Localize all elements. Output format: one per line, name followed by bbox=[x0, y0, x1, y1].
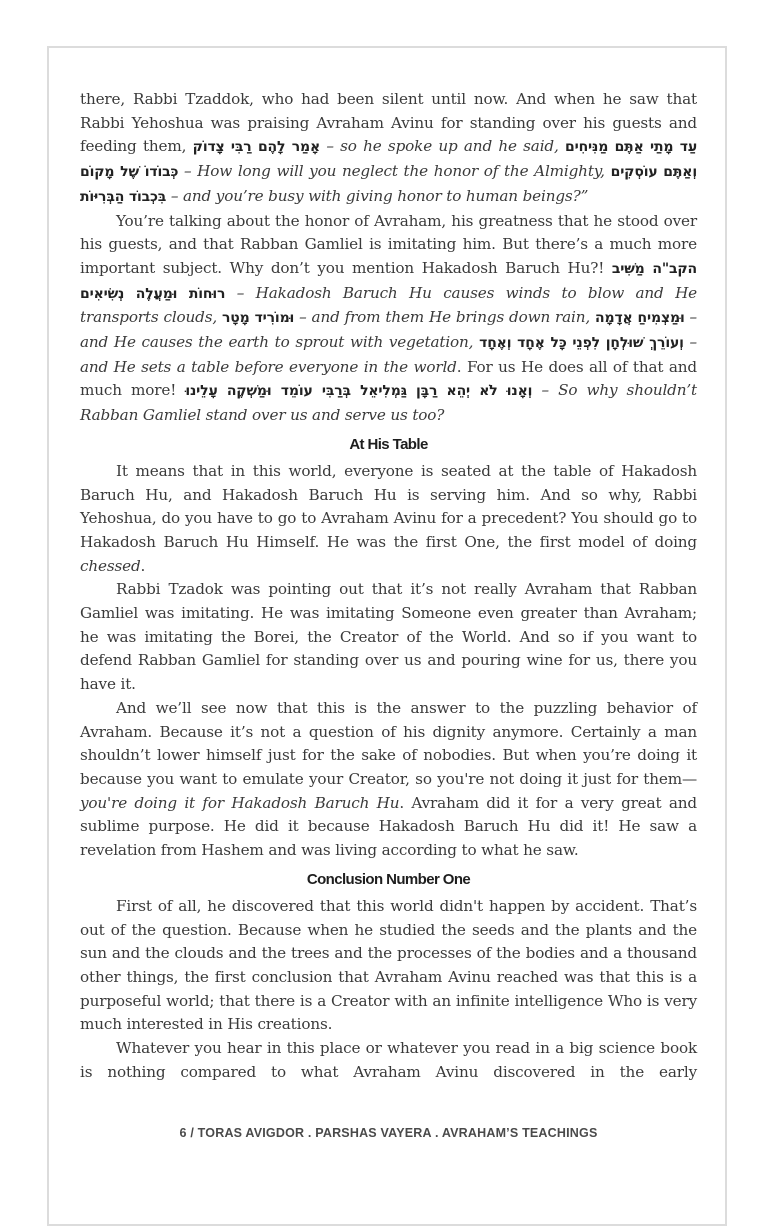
translation: – Hakadosh Baruch Hu causes winds to blow and He transports clouds, bbox=[80, 283, 698, 327]
text: And we’ll see now that this is the answer to the puzzling behavior of Avraham. Because it’s not a question of his dignity anymore. Certainly a man shouldn’t lower himself just for the sake of nobodies. But when you’re doing it because you want to emulate your Creator, so you're not doing it just for them— bbox=[80, 698, 697, 788]
section-heading: At His Table bbox=[349, 435, 428, 453]
italic-phrase: you're doing it for Hakadosh Baruch Hu bbox=[80, 793, 400, 812]
hebrew-quote: וּמוֹרִיד מָטָר bbox=[221, 310, 295, 327]
text: You’re talking about the honor of Avraham, his greatness that he stood over his guests, and that Rabban Gamliel is imitating him. But there’s a much more important subject. Why don’t you mention Hakadosh Baruch Hu?! bbox=[80, 211, 697, 277]
paragraph: First of all, he discovered that this world didn't happen by accident. That’s out of the question. Because when he studied the seeds and the plants and the sun and the clouds and the trees and the processes of the bodies and a thousand other things, the first conclusion that Avraham Avinu reached was that this is a purposeful world; that there is a Creator with an infinite intelligence Who is very much interested in His creations. bbox=[80, 896, 697, 1034]
text: It means that in this world, everyone is seated at the table of Hakadosh Baruch Hu, and Hakadosh Baruch Hu is serving him. And so why, Rabbi Yehoshua, do you have to go to Avraham Avinu for a precedent? You should go to Hakadosh Baruch Hu Himself. He was the first One, the first model of doing bbox=[80, 461, 697, 551]
paragraph bbox=[80, 697, 697, 863]
italic-term: chessed bbox=[80, 556, 141, 575]
paragraph: Rabbi Tzadok was pointing out that it’s not really Avraham that Rabban Gamliel was imitating. He was imitating Someone even greater than Avraham; he was imitating the Borei, the Creator of the World. And so if you want to defend Rabban Gamliel for standing over us and pouring wine for us, there you have it. bbox=[80, 580, 697, 694]
translation: – and He sets a table before everyone in the world bbox=[80, 333, 697, 376]
translation: – and from them He brings down rain, bbox=[294, 308, 595, 327]
hebrew-quote: אָמַר לָהֶם רַבִּי צָדוֹק bbox=[192, 139, 321, 156]
hebrew-quote: וְאַתֶּם עוֹסְקִים בִּכְבוֹד הַבְּרִיּוֹת bbox=[80, 164, 697, 205]
translation: – and He causes the earth to sprout with vegetation, bbox=[80, 308, 697, 352]
page-body bbox=[80, 88, 697, 1084]
hebrew-quote: וּמַצְמִיחַ אֲדָמָה bbox=[595, 310, 685, 327]
paragraph bbox=[80, 460, 697, 579]
text: . Avraham did it for a very great and sublime purpose. He did it because Hakadosh Baruch Hu did it! He saw a revelation from Hashem and was living according to what he saw. bbox=[80, 793, 697, 860]
paragraph: Whatever you hear in this place or whatever you read in a big science book is nothing compared to what Avraham Avinu discovered in the early bbox=[80, 1039, 697, 1081]
translation: – How long will you neglect the honor of the Almighty, bbox=[178, 162, 611, 181]
text: . bbox=[140, 556, 146, 575]
translation: – and you’re busy with giving honor to human beings?” bbox=[166, 186, 589, 205]
translation: – so he spoke up and he said, bbox=[320, 137, 565, 156]
paragraph bbox=[80, 210, 697, 428]
hebrew-quote: וְאָנוּ לֹא יְהֵא רַבָּן גַּמְלִיאֵל בְּרַבִּי עוֹמֵד וּמַשְׁקֶה עָלֵינוּ bbox=[185, 383, 533, 400]
paragraph bbox=[80, 88, 697, 210]
hebrew-quote: וְעוֹרֵךְ שׁוּלְחָן לִפְנֵי כָּל אֶחָד וְאֶחָד bbox=[479, 335, 684, 352]
section-heading: Conclusion Number One bbox=[306, 870, 471, 888]
text: . For us He does all of that and much more! bbox=[80, 357, 697, 400]
hebrew-quote: הקב"ה מַשִּׁיב רוּחוֹת וּמַעֲלֶה נְשִׂיאִים bbox=[80, 260, 697, 302]
page-footer: 6 / TORAS AVIGDOR . PARSHAS VAYERA . AVRAHAM’S TEACHINGS bbox=[179, 1126, 598, 1140]
hebrew-quote: עַד מָתַי אַתֶּם מַנִּיחִים כְּבוֹדוֹ שֶׁל מָקוֹם bbox=[80, 139, 697, 181]
translation: – So why shouldn’t Rabban Gamliel stand over us and serve us too? bbox=[80, 381, 697, 425]
text: there, Rabbi Tzaddok, who had been silent until now. And when he saw that Rabbi Yehoshua was praising Avraham Avinu for standing over his guests and feeding them, bbox=[80, 90, 697, 156]
